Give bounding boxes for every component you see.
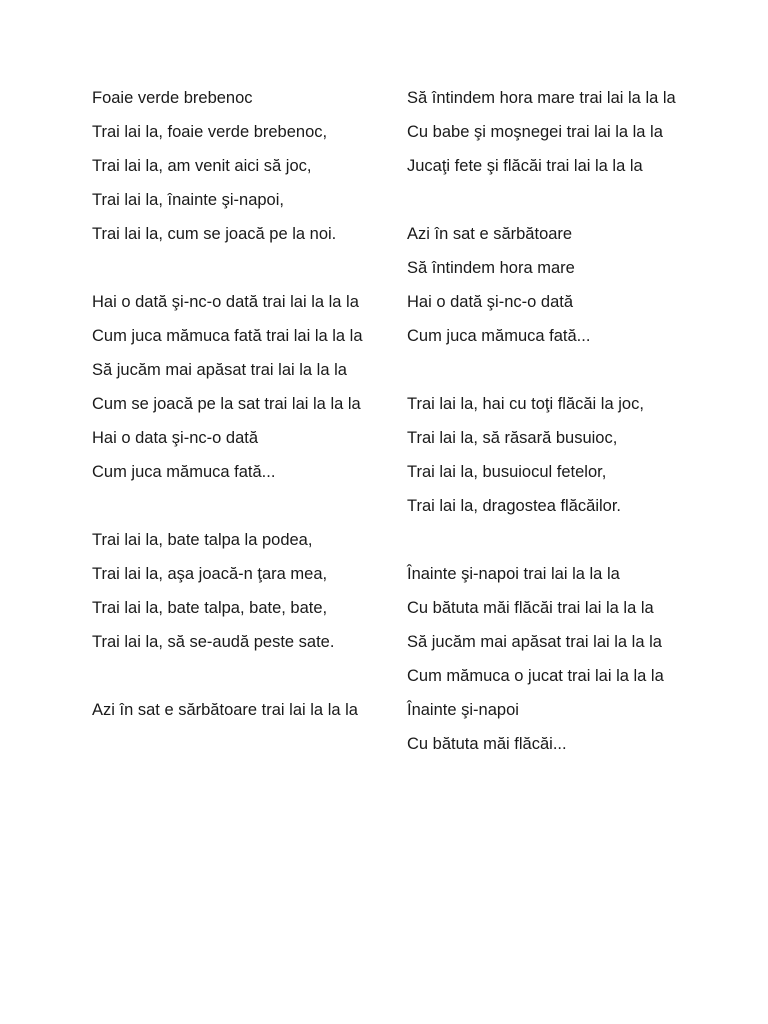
lyric-line: Hai o dată şi-nc-o dată [407, 293, 574, 311]
lyric-line: Trai lai la, să se-audă peste sate. [92, 633, 335, 651]
left-column [92, 86, 372, 740]
stanza [407, 562, 687, 756]
lyric-line: Foaie verde brebenoc [92, 89, 253, 107]
lyric-line: Cu bătuta măi flăcăi... [407, 735, 567, 753]
lyric-line: Să întindem hora mare trai lai la la la [407, 89, 676, 107]
lyric-line: Cum mămuca o jucat trai lai la la la [407, 667, 664, 685]
lyric-line: Trai lai la, aşa joacă-n ţara mea, [92, 565, 328, 583]
lyric-line: Trai lai la, dragostea flăcăilor. [407, 497, 621, 515]
lyric-line: Hai o dată şi-nc-o dată trai lai la la la [92, 293, 359, 311]
lyric-line: Să întindem hora mare [407, 259, 575, 277]
lyric-line: Trai lai la, bate talpa la podea, [92, 531, 313, 549]
lyric-line: Trai lai la, bate talpa, bate, bate, [92, 599, 328, 617]
stanza-gap [92, 264, 372, 290]
lyric-line: Cum juca mămuca fată... [92, 463, 276, 481]
lyric-line: Cum juca mămuca fată... [407, 327, 591, 345]
stanza [407, 86, 687, 178]
stanza-gap [407, 536, 687, 562]
lyric-line: Înainte şi-napoi trai lai la la la [407, 565, 620, 583]
stanza-gap [92, 502, 372, 528]
right-column [407, 86, 687, 774]
stanza [407, 392, 687, 518]
lyric-line: Înainte şi-napoi [407, 701, 519, 719]
lyric-line: Să jucăm mai apăsat trai lai la la la [407, 633, 662, 651]
stanza [92, 528, 372, 654]
lyric-line: Trai lai la, busuiocul fetelor, [407, 463, 607, 481]
stanza [92, 698, 372, 722]
lyric-line: Trai lai la, hai cu toţi flăcăi la joc, [407, 395, 644, 413]
lyric-line: Să jucăm mai apăsat trai lai la la la [92, 361, 347, 379]
stanza [92, 290, 372, 484]
lyric-line: Cum se joacă pe la sat trai lai la la la [92, 395, 361, 413]
lyric-line: Azi în sat e sărbătoare [407, 225, 573, 243]
stanza-gap [407, 366, 687, 392]
stanza-gap [407, 196, 687, 222]
lyric-line: Cum juca mămuca fată trai lai la la la [92, 327, 363, 345]
lyric-line: Trai lai la, înainte şi-napoi, [92, 191, 284, 209]
stanza [92, 86, 372, 246]
stanza-gap [92, 672, 372, 698]
lyric-line: Trai lai la, cum se joacă pe la noi. [92, 225, 337, 243]
lyric-line: Cu bătuta măi flăcăi trai lai la la la [407, 599, 654, 617]
lyric-line: Trai lai la, am venit aici să joc, [92, 157, 312, 175]
lyric-line: Azi în sat e sărbătoare trai lai la la la [92, 701, 358, 719]
lyric-line: Trai lai la, să răsară busuioc, [407, 429, 618, 447]
lyric-line: Cu babe şi moşnegei trai lai la la la [407, 123, 663, 141]
lyric-line: Hai o data şi-nc-o dată [92, 429, 259, 447]
stanza [407, 222, 687, 348]
lyric-line: Trai lai la, foaie verde brebenoc, [92, 123, 328, 141]
lyric-line: Jucaţi fete şi flăcăi trai lai la la la [407, 157, 643, 175]
